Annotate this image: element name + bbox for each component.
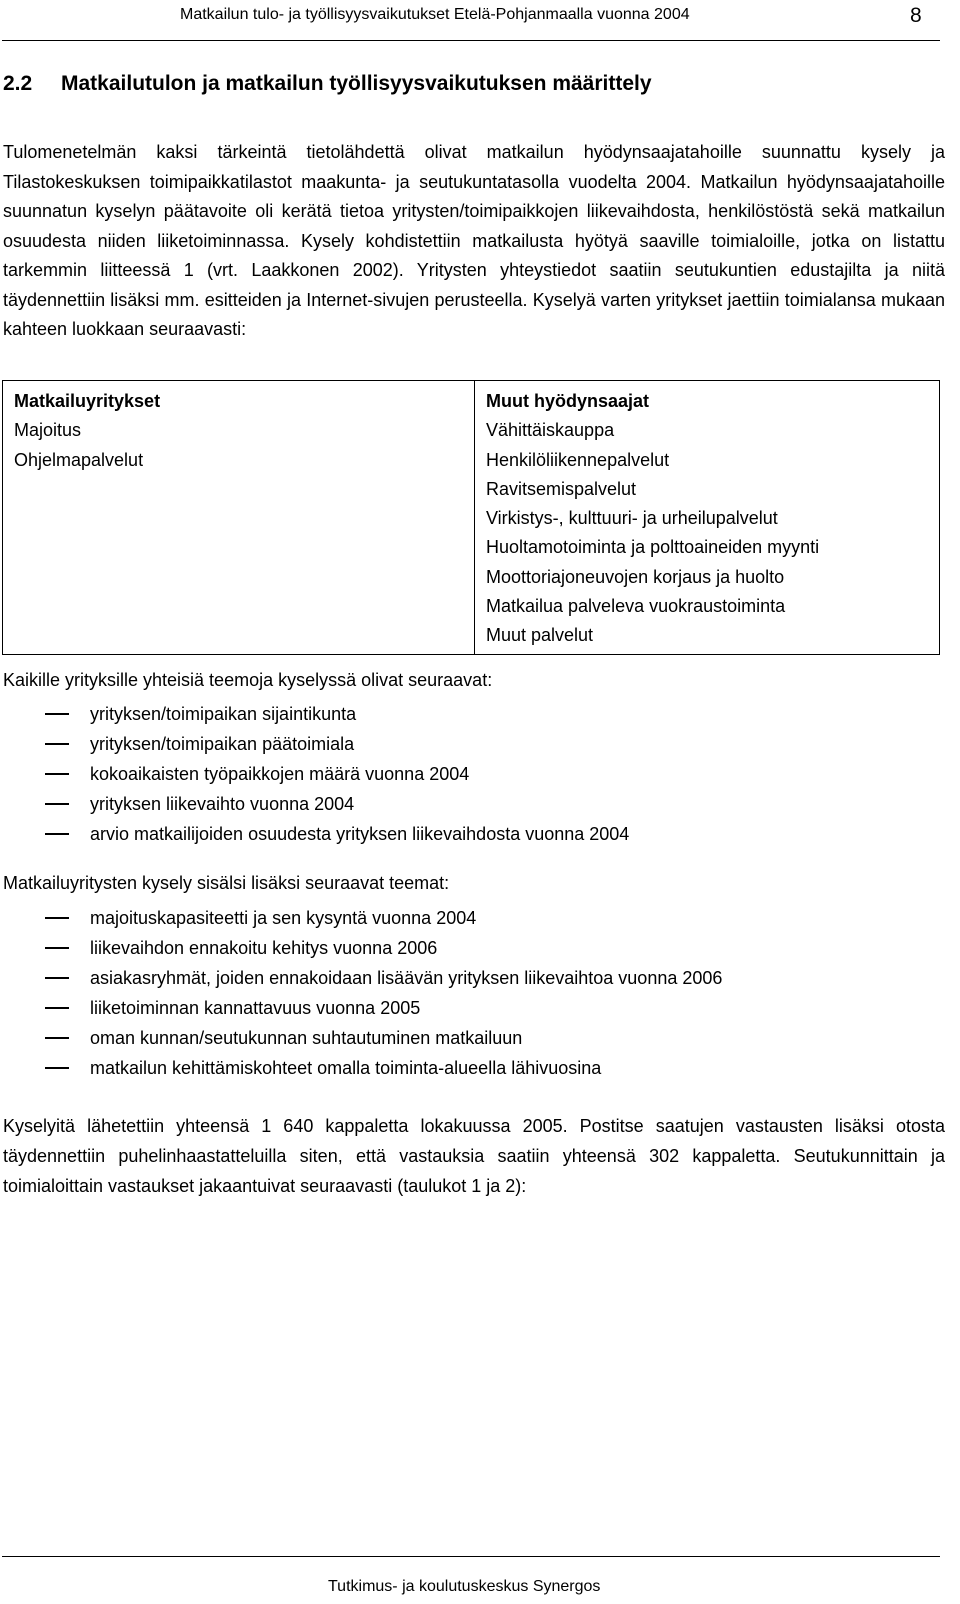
section-heading xyxy=(3,72,652,96)
list-item: oman kunnan/seutukunnan suhtautuminen matkailuun xyxy=(0,1023,722,1053)
list-item: asiakasryhmät, joiden ennakoidaan lisäävän yrityksen liikevaihtoa vuonna 2006 xyxy=(0,963,722,993)
tourism-topics-list xyxy=(0,903,722,1083)
dash-bullet-icon xyxy=(45,947,69,949)
list-item: yrityksen/toimipaikan päätoimiala xyxy=(0,729,629,759)
page-number: 8 xyxy=(910,4,922,27)
dash-bullet-icon xyxy=(45,803,69,805)
dash-bullet-icon xyxy=(45,1067,69,1069)
category-item: Henkilöliikennepalvelut xyxy=(486,449,670,470)
section-title: Matkailutulon ja matkailun työllisyysvaikutuksen määrittely xyxy=(61,72,652,95)
category-heading: Muut hyödynsaajat xyxy=(486,391,650,411)
dash-bullet-icon xyxy=(45,773,69,775)
dash-bullet-icon xyxy=(45,977,69,979)
category-item: Huoltamotoiminta ja polttoaineiden myynti xyxy=(486,537,820,558)
category-item: Vähittäiskauppa xyxy=(486,420,615,441)
page-footer: Tutkimus- ja koulutuskeskus Synergos xyxy=(328,1578,601,1595)
list-item: kokoaikaisten työpaikkojen määrä vuonna 2004 xyxy=(0,759,629,789)
dash-bullet-icon xyxy=(45,1007,69,1009)
category-column-other-beneficiaries xyxy=(486,387,819,651)
category-item: Ohjelmapalvelut xyxy=(14,449,144,470)
list-item: matkailun kehittämiskohteet omalla toiminta-alueella lähivuosina xyxy=(0,1053,722,1083)
category-table xyxy=(2,380,940,655)
common-topics-intro: Kaikille yrityksille yhteisiä teemoja kyselyssä olivat seuraavat: xyxy=(3,670,493,690)
dash-bullet-icon xyxy=(45,1037,69,1039)
tourism-topics-intro: Matkailuyritysten kysely sisälsi lisäksi seuraavat teemat: xyxy=(3,873,450,893)
list-item: majoituskapasiteetti ja sen kysyntä vuonna 2004 xyxy=(0,903,722,933)
running-header: Matkailun tulo- ja työllisyysvaikutukset Etelä-Pohjanmaalla vuonna 2004 xyxy=(180,6,690,23)
list-item: arvio matkailijoiden osuudesta yrityksen liikevaihdosta vuonna 2004 xyxy=(0,819,629,849)
category-item: Muut palvelut xyxy=(486,625,594,646)
category-item: Matkailua palveleva vuokraustoiminta xyxy=(486,596,786,617)
dash-bullet-icon xyxy=(45,713,69,715)
closing-paragraph: Kyselyitä lähetettiin yhteensä 1 640 kappaletta lokakuussa 2005. Postitse saatujen vastausten lisäksi otosta täydennettiin puhelinhaastatteluilla siten, että vastauksia saatiin yhteensä 302 kappaletta. Seutukunnittain ja toimialoittain vastaukset jakaantuivat seuraavasti (taulukot 1 ja 2): xyxy=(3,1116,945,1196)
dash-bullet-icon xyxy=(45,833,69,835)
list-item: yrityksen liikevaihto vuonna 2004 xyxy=(0,789,629,819)
list-item: yrityksen/toimipaikan sijaintikunta xyxy=(0,699,629,729)
category-item: Majoitus xyxy=(14,420,82,441)
category-item: Moottoriajoneuvojen korjaus ja huolto xyxy=(486,566,785,587)
common-topics-list xyxy=(0,699,629,849)
footer-divider xyxy=(2,1556,940,1557)
intro-paragraph: Tulomenetelmän kaksi tärkeintä tietolähdettä olivat matkailun hyödynsaajatahoille suunnattu kysely ja Tilastokeskuksen toimipaikkatilastot maakunta- ja seutukuntatasolla vuodelta 2004. Matkailun hyödynsaajatahoille suunnatun kyselyn päätavoite oli kerätä tietoa yritysten/toimipaikkojen liikevaihdosta, henkilöstöstä sekä matkailun osuudesta niiden liiketoiminnassa. Kysely kohdistettiin matkailusta hyötyä saaville toimialoille, jotka on listattu tarkemmin liitteessä 1 (vrt. Laakkonen 2002). Yritysten yhteystiedot saatiin seutukuntien edustajilta ja niitä täydennettiin lisäksi mm. esitteiden ja Internet-sivujen perusteella. Kyselyä varten yritykset jaettiin toimialansa mukaan kahteen luokkaan seuraavasti: xyxy=(3,142,945,339)
dash-bullet-icon xyxy=(45,743,69,745)
category-item: Virkistys-, kulttuuri- ja urheilupalvelut xyxy=(486,508,778,529)
list-item: liikevaihdon ennakoitu kehitys vuonna 2006 xyxy=(0,933,722,963)
category-item: Ravitsemispalvelut xyxy=(486,478,637,499)
category-column-divider xyxy=(474,381,475,654)
category-heading: Matkailuyritykset xyxy=(14,391,161,411)
header-divider xyxy=(2,40,940,41)
section-number: 2.2 xyxy=(3,72,33,95)
category-column-tourism-companies xyxy=(14,387,160,475)
dash-bullet-icon xyxy=(45,917,69,919)
list-item: liiketoiminnan kannattavuus vuonna 2005 xyxy=(0,993,722,1023)
